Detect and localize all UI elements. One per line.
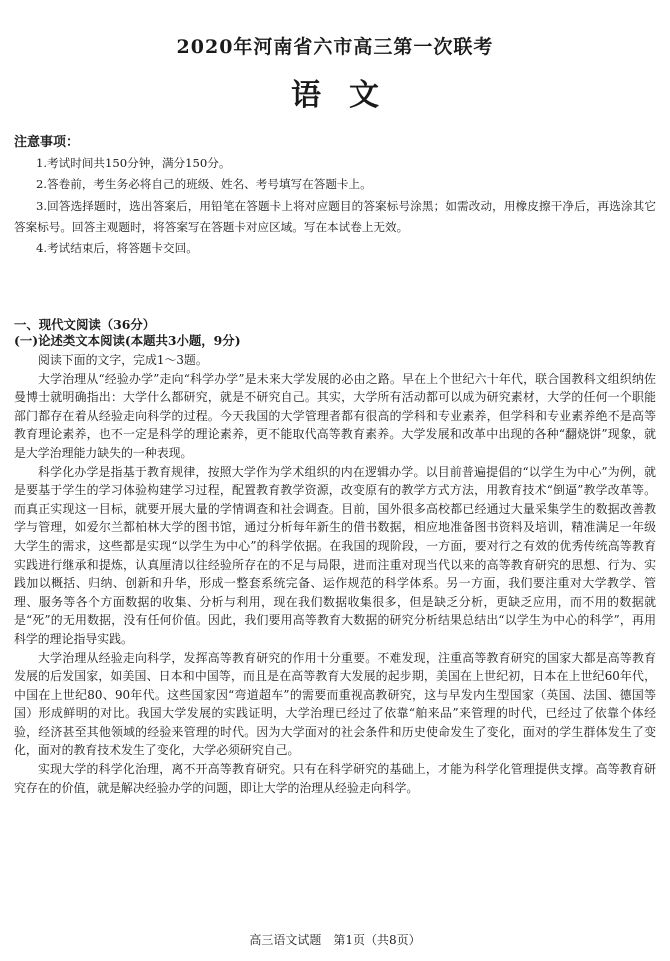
passage-paragraph: 实现大学的科学化治理，离不开高等教育研究。只有在科学研究的基础上，才能为科学化管理提供支撑。高等教育研究存在的价值，就是解决经验办学的问题，即让大学的治理从经验走向科学。: [14, 762, 656, 795]
page-footer: 高三语文试题 第1页（共8页）: [249, 933, 421, 947]
notice-item: 4.考试结束后，将答题卡交回。: [36, 241, 198, 256]
notice-item: 2.答卷前，考生务必将自己的班级、姓名、考号填写在答题卡上。: [36, 177, 372, 192]
reading-passage: [14, 351, 656, 797]
notice-item: 1.考试时间共150分钟，满分150分。: [36, 156, 231, 171]
notice-block: [14, 132, 656, 259]
exam-subject: 语文: [291, 78, 407, 113]
passage-paragraph: 大学治理从经验走向科学，发挥高等教育研究的作用十分重要。不难发现，注重高等教育研究的国家大都是高等教育发展的后发国家，如美国、日本和中国等，而且是在高等教育大发展的起步期，美国在上世纪初，日本在上世纪60年代，中国在上世纪80、90年代。这些国家因“弯道超车”的需要而重视高教研究，这与早发内生型国家（英国、法国、德国等国）形成鲜明的对比。我国大学发展的实践证明，大学治理已经过了依靠“舶来品”来管理的时代，已经过了依靠个体经验，经济甚至其他领域的经验来管理的时代。因为大学面对的社会条件和历史使命发生了变化，面对的学生群体发生了变化，面对的教育技术发生了变化，大学必须研究自己。: [14, 650, 656, 758]
section-heading: 一、现代文阅读（36分）: [14, 317, 156, 332]
notice-heading: 注意事项：: [14, 135, 80, 150]
exam-title: 2020年河南省六市高三第一次联考: [176, 36, 494, 58]
passage-paragraph: 大学治理从“经验办学”走向“科学办学”是未来大学发展的必由之路。早在上个世纪六十年代，联合国教科文组织纳佐曼博士就明确指出：大学什么都研究，就是不研究自己。其实，大学所有活动都可以成为研究素材，大学的任何一个职能部门都存在着从经验走向科学的过程。今天我国的大学管理者都有很高的学科和专业素养，但学科和专业素养绝不是高等教育理论素养，也不一定是科学的理论素养，更不能取代高等教育素养。大学发展和改革中出现的各种“翻烧饼”现象，就是大学治理能力缺失的一种表现。: [14, 371, 656, 460]
passage-paragraph: 科学化办学是指基于教育规律，按照大学作为学术组织的内在逻辑办学。以目前普遍提倡的“以学生为中心”为例，就是要基于学生的学习体验构建学习过程，配置教育教学资源，改变原有的教学方式方法，用教育技术“倒逼”教学改革等。而真正实现这一目标，就要开展大量的学情调查和社会调查。目前，国外很多高校都已经通过大量采集学生的数据改善教学与管理，如爱尔兰都柏林大学的图书馆，通过分析每年新生的借书数据，相应地准备图书资料及培训，精准满足一年级大学生的需求，这些都是实现“以学生为中心”的科学依据。在我国的现阶段，一方面，要对行之有效的优秀传统高等教育实践进行继承和提炼，认真厘清以往经验所存在的不足与局限，进而注重对现当代以来的高等教育研究的思想、行为、实践加以概括、归纳、创新和升华，形成一整套系统完备、运作规范的科学体系。另一方面，我们要注重对大学教学、管理、服务等各个方面数据的收集、分析与利用，现在我们数据收集很多，但是缺乏分析，更缺乏应用，而不用的数据就是“死”的无用数据，没有任何价值。因此，我们要用高等教育大数据的研究分析结果总结出“以学生为中心的科学”，再用科学的理论指导实践。: [14, 464, 656, 646]
passage-intro: 阅读下面的文字，完成1～3题。: [38, 353, 208, 367]
subsection-heading: (一)论述类文本阅读(本题共3小题，9分): [14, 333, 241, 348]
notice-item: 3.回答选择题时，选出答案后，用铅笔在答题卡上将对应题目的答案标号涂黑；如需改动，用橡皮擦干净后，再选涂其它答案标号。回答主观题时，将答案写在答题卡对应区域。写在本试卷上无效。: [14, 198, 656, 234]
